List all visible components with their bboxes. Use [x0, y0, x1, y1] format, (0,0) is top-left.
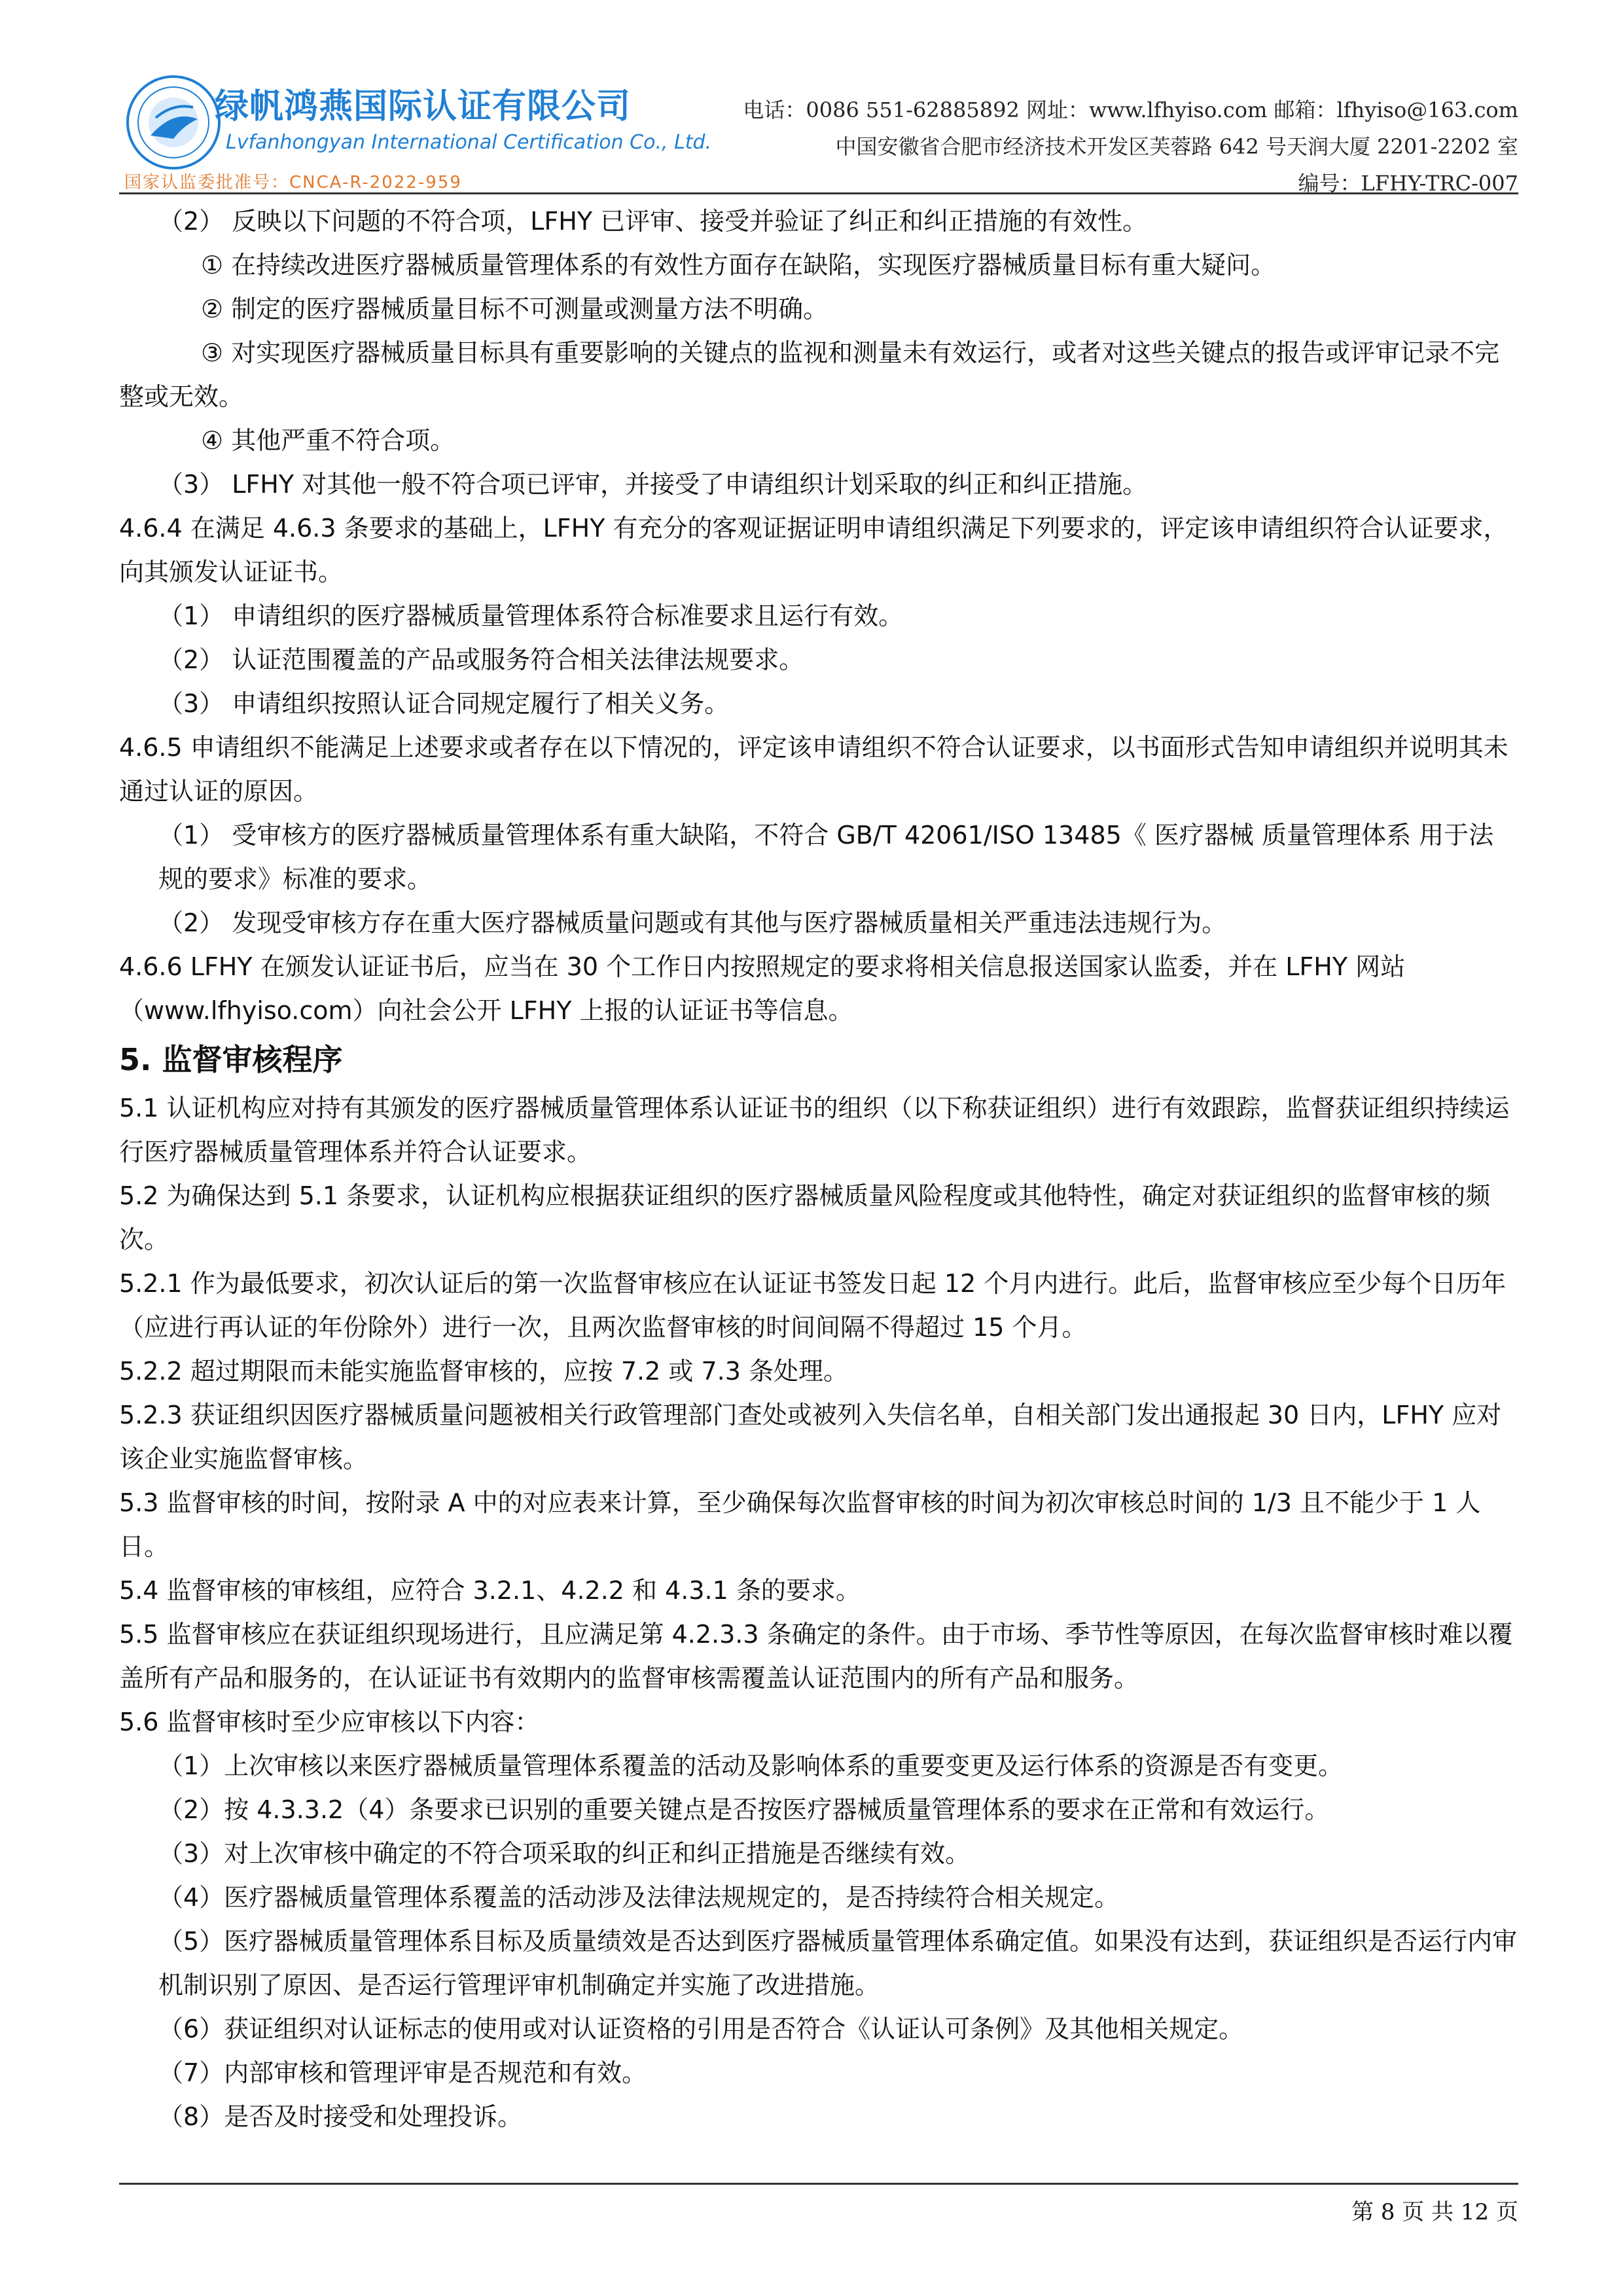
header-divider [119, 192, 1518, 194]
paragraph: （3）对上次审核中确定的不符合项采取的纠正和纠正措施是否继续有效。 [158, 1839, 971, 1868]
paragraph: （2） 认证范围覆盖的产品或服务符合相关法律法规要求。 [158, 645, 804, 674]
approval-number: 国家认监委批准号：CNCA-R-2022-959 [124, 173, 462, 192]
clause-5-2-1: 5.2.1 作为最低要求，初次认证后的第一次监督审核应在认证证书签发日起 12 个月内进行。此后，监督审核应至少每个日历年（应进行再认证的年份除外）进行一次，且两次监督审核的时间间隔不得超过 15 个月。 [119, 1269, 1507, 1342]
clause-5-6: 5.6 监督审核时至少应审核以下内容： [119, 1708, 540, 1736]
paragraph: （3） LFHY 对其他一般不符合项已评审，并接受了申请组织计划采取的纠正和纠正措施。 [158, 470, 1148, 499]
document-body [119, 200, 1518, 2139]
contact-block [743, 92, 1518, 202]
contact-line: 电话：0086 551-62885892 网址：www.lfhyiso.com 邮箱：lfhyiso@163.com [743, 98, 1518, 122]
paragraph: ③ 对实现医疗器械质量目标具有重要影响的关键点的监视和测量未有效运行，或者对这些关键点的报告或评审记录不完整或无效。 [119, 338, 1500, 411]
page-header [0, 0, 1623, 196]
paragraph: （1） 受审核方的医疗器械质量管理体系有重大缺陷，不符合 GB/T 42061/ISO 13485《 医疗器械 质量管理体系 用于法规的要求》标准的要求。 [158, 821, 1494, 893]
clause-5-1: 5.1 认证机构应对持有其颁发的医疗器械质量管理体系认证证书的组织（以下称获证组织）进行有效跟踪，监督获证组织持续运行医疗器械质量管理体系并符合认证要求。 [119, 1094, 1510, 1166]
paragraph: （8）是否及时接受和处理投诉。 [158, 2102, 523, 2131]
clause-5-4: 5.4 监督审核的审核组，应符合 3.2.1、4.2.2 和 4.3.1 条的要求。 [119, 1576, 861, 1605]
paragraph: （4）医疗器械质量管理体系覆盖的活动涉及法律法规规定的，是否持续符合相关规定。 [158, 1883, 1120, 1912]
paragraph: （3） 申请组织按照认证合同规定履行了相关义务。 [158, 689, 730, 718]
clause-5-2-3: 5.2.3 获证组织因医疗器械质量问题被相关行政管理部门查处或被列入失信名单，自相关部门发出通报起 30 日内，LFHY 应对该企业实施监督审核。 [119, 1401, 1502, 1473]
address-line: 中国安徽省合肥市经济技术开发区芙蓉路 642 号天润大厦 2201-2202 室 [835, 134, 1518, 159]
section-heading: 5. 监督审核程序 [119, 1042, 343, 1077]
clause-4-6-6: 4.6.6 LFHY 在颁发认证证书后，应当在 30 个工作日内按照规定的要求将相关信息报送国家认监委，并在 LFHY 网站（www.lfhyiso.com）向社会公开 LFHY 上报的认证证书等信息。 [119, 952, 1406, 1025]
paragraph: （2）按 4.3.3.2（4）条要求已识别的重要关键点是否按医疗器械质量管理体系的要求在正常和有效运行。 [158, 1795, 1330, 1824]
page-number: 第 8 页 共 12 页 [1351, 2199, 1518, 2225]
paragraph: （1）上次审核以来医疗器械质量管理体系覆盖的活动及影响体系的重要变更及运行体系的资源是否有变更。 [158, 1751, 1344, 1780]
document-number: 编号：LFHY-TRC-007 [1298, 171, 1518, 196]
paragraph: ② 制定的医疗器械质量目标不可测量或测量方法不明确。 [201, 295, 829, 323]
paragraph: （1） 申请组织的医疗器械质量管理体系符合标准要求且运行有效。 [158, 601, 904, 630]
paragraph: （2） 反映以下问题的不符合项，LFHY 已评审、接受并验证了纠正和纠正措施的有效性。 [158, 207, 1148, 236]
paragraph: （7）内部审核和管理评审是否规范和有效。 [158, 2058, 647, 2087]
clause-5-2: 5.2 为确保达到 5.1 条要求，认证机构应根据获证组织的医疗器械质量风险程度或其他特性，确定对获证组织的监督审核的频次。 [119, 1181, 1491, 1254]
paragraph: （5）医疗器械质量管理体系目标及质量绩效是否达到医疗器械质量管理体系确定值。如果没有达到，获证组织是否运行内审机制识别了原因、是否运行管理评审机制确定并实施了改进措施。 [158, 1927, 1518, 2000]
clause-5-5: 5.5 监督审核应在获证组织现场进行，且应满足第 4.2.3.3 条确定的条件。由于市场、季节性等原因，在每次监督审核时难以覆盖所有产品和服务的，在认证证书有效期内的监督审核需覆盖认证范围内的所有产品和服务。 [119, 1620, 1513, 1693]
company-name-cn: 绿帆鸿燕国际认证有限公司 [215, 87, 632, 126]
company-seal-logo [124, 73, 223, 171]
paragraph: （6）获证组织对认证标志的使用或对认证资格的引用是否符合《认证认可条例》及其他相关规定。 [158, 2015, 1244, 2043]
clause-4-6-5: 4.6.5 申请组织不能满足上述要求或者存在以下情况的，评定该申请组织不符合认证要求，以书面形式告知申请组织并说明其未通过认证的原因。 [119, 733, 1508, 806]
paragraph: （2） 发现受审核方存在重大医疗器械质量问题或有其他与医疗器械质量相关严重违法违规行为。 [158, 908, 1227, 937]
clause-4-6-4: 4.6.4 在满足 4.6.3 条要求的基础上，LFHY 有充分的客观证据证明申请组织满足下列要求的，评定该申请组织符合认证要求，向其颁发认证证书。 [119, 514, 1508, 586]
clause-5-2-2: 5.2.2 超过期限而未能实施监督审核的，应按 7.2 或 7.3 条处理。 [119, 1357, 848, 1386]
paragraph: ④ 其他严重不符合项。 [201, 426, 455, 455]
paragraph: ① 在持续改进医疗器械质量管理体系的有效性方面存在缺陷，实现医疗器械质量目标有重大疑问。 [201, 251, 1276, 279]
footer-divider [119, 2183, 1518, 2185]
company-name-en: Lvfanhongyan International Certification Co., Ltd. [226, 131, 712, 154]
clause-5-3: 5.3 监督审核的时间，按附录 A 中的对应表来计算，至少确保每次监督审核的时间为初次审核总时间的 1/3 且不能少于 1 人日。 [119, 1488, 1481, 1561]
